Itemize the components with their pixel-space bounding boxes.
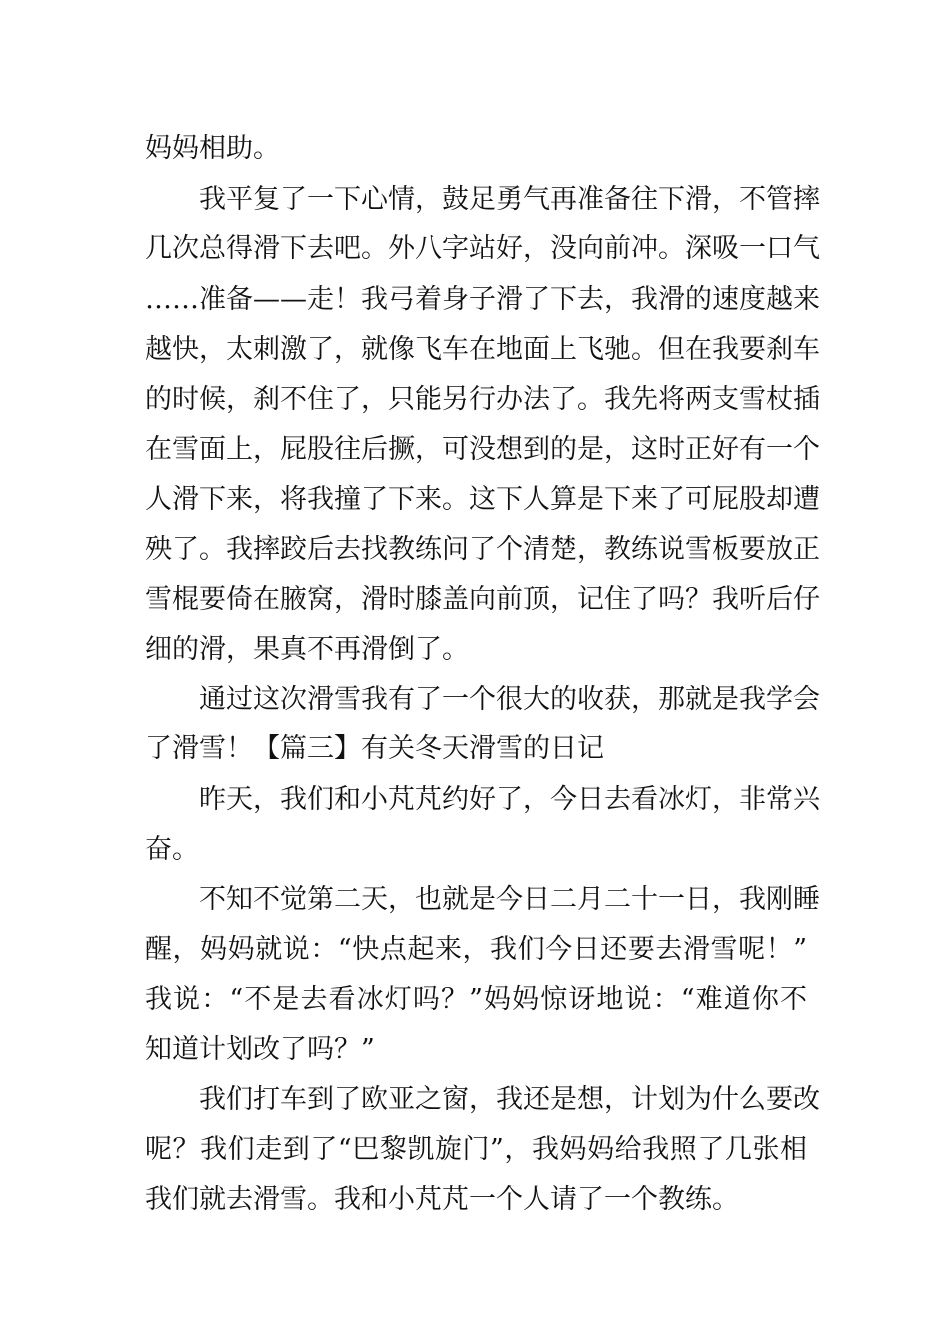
text-line: 我们就去滑雪。我和小芃芃一个人请了一个教练。 xyxy=(145,1184,739,1215)
text-line: 奋。 xyxy=(145,834,199,865)
text-line: 越快，太刺激了，就像飞车在地面上飞驰。但在我要刹车 xyxy=(145,334,820,365)
text-line: 殃了。我摔跤后去找教练问了个清楚，教练说雪板要放正 xyxy=(145,534,820,565)
text-line: 我们打车到了欧亚之窗，我还是想，计划为什么要改 xyxy=(199,1084,820,1115)
text-line: 了滑雪！【篇三】有关冬天滑雪的日记 xyxy=(145,733,604,764)
text-line: 知道计划改了吗？” xyxy=(145,1034,375,1065)
text-line: 我说：“不是去看冰灯吗？”妈妈惊讶地说：“难道你不 xyxy=(145,984,807,1015)
text-line: 雪棍要倚在腋窝，滑时膝盖向前顶，记住了吗？我听后仔 xyxy=(145,584,820,615)
text-line: 在雪面上，屁股往后撅，可没想到的是，这时正好有一个 xyxy=(145,434,820,465)
text-line: 人滑下来，将我撞了下来。这下人算是下来了可屁股却遭 xyxy=(145,484,820,515)
text-line: 通过这次滑雪我有了一个很大的收获，那就是我学会 xyxy=(199,684,820,715)
text-line: 不知不觉第二天，也就是今日二月二十一日，我刚睡 xyxy=(199,884,820,915)
text-line: 几次总得滑下去吧。外八字站好，没向前冲。深吸一口气 xyxy=(145,233,820,264)
text-line: 呢？我们走到了“巴黎凯旋门”，我妈妈给我照了几张相 xyxy=(145,1134,807,1165)
text-line: 细的滑，果真不再滑倒了。 xyxy=(145,634,469,665)
text-line: 醒，妈妈就说：“快点起来，我们今日还要去滑雪呢！” xyxy=(145,934,807,965)
text-line: 我平复了一下心情，鼓足勇气再准备往下滑，不管摔 xyxy=(199,184,820,215)
text-line: 妈妈相助。 xyxy=(145,133,280,164)
text-line: ……准备——走！我弓着身子滑了下去，我滑的速度越来 xyxy=(145,284,820,315)
text-line: 的时候，刹不住了，只能另行办法了。我先将两支雪杖插 xyxy=(145,384,820,415)
text-line: 昨天，我们和小芃芃约好了，今日去看冰灯，非常兴 xyxy=(199,784,820,815)
